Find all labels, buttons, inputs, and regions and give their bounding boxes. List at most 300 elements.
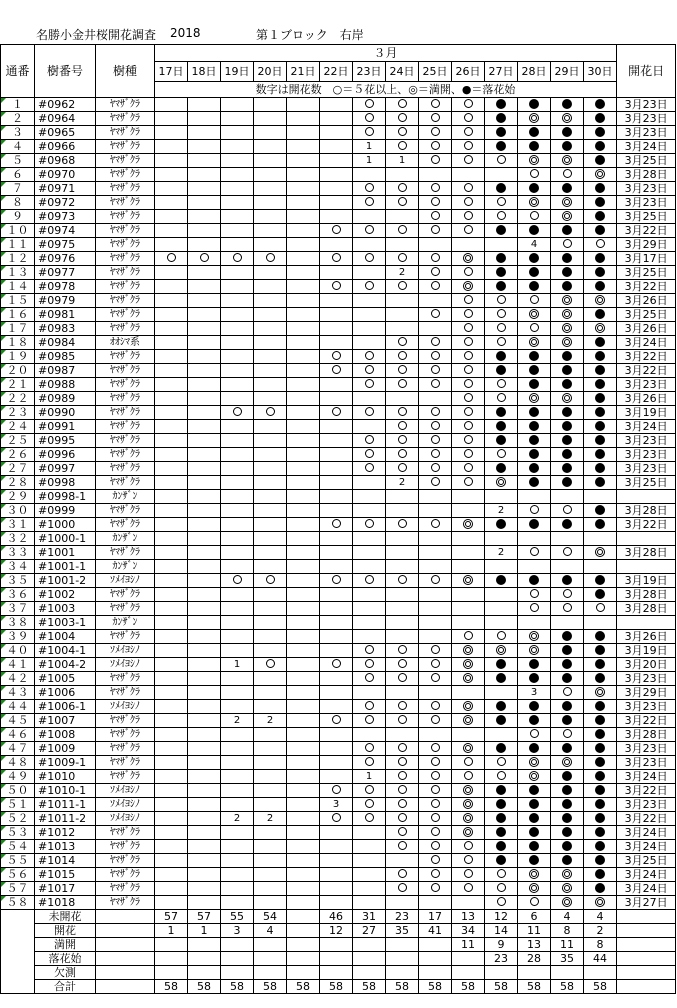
day-cell[interactable] (485, 602, 518, 616)
day-cell[interactable] (254, 280, 287, 294)
day-cell[interactable] (155, 364, 188, 378)
summary-value[interactable]: 1 (155, 924, 188, 938)
bloom-date[interactable]: 3月22日 (617, 224, 676, 238)
bloom-date[interactable]: 3月23日 (617, 196, 676, 210)
day-cell[interactable] (320, 868, 353, 882)
day-cell[interactable] (551, 490, 584, 504)
day-cell[interactable] (386, 392, 419, 406)
day-cell[interactable] (353, 210, 386, 224)
day-cell[interactable] (254, 448, 287, 462)
summary-value[interactable]: 55 (221, 910, 254, 924)
day-cell[interactable] (320, 770, 353, 784)
tree-number[interactable]: #1009 (35, 742, 96, 756)
day-cell[interactable] (419, 504, 452, 518)
day-cell[interactable] (320, 490, 353, 504)
day-cell[interactable] (287, 140, 320, 154)
tree-number[interactable]: #0998-1 (35, 490, 96, 504)
day-cell[interactable] (386, 798, 419, 812)
day-cell[interactable] (419, 728, 452, 742)
day-cell[interactable] (419, 462, 452, 476)
day-cell[interactable] (221, 182, 254, 196)
day-cell[interactable] (188, 742, 221, 756)
day-cell[interactable] (518, 322, 551, 336)
day-cell[interactable] (518, 532, 551, 546)
day-cell[interactable] (320, 322, 353, 336)
day-cell[interactable] (188, 420, 221, 434)
day-cell[interactable] (221, 322, 254, 336)
summary-value[interactable]: 4 (254, 924, 287, 938)
day-cell[interactable] (287, 266, 320, 280)
day-cell[interactable] (155, 308, 188, 322)
day-cell[interactable] (452, 140, 485, 154)
day-cell[interactable] (452, 882, 485, 896)
day-cell[interactable] (188, 700, 221, 714)
day-cell[interactable] (287, 798, 320, 812)
day-cell[interactable] (584, 224, 617, 238)
day-cell[interactable] (485, 686, 518, 700)
tree-number[interactable]: #1011-1 (35, 798, 96, 812)
summary-value[interactable]: 54 (254, 910, 287, 924)
day-cell[interactable] (485, 294, 518, 308)
day-cell[interactable] (452, 350, 485, 364)
summary-value[interactable]: 58 (386, 980, 419, 994)
tree-number[interactable]: #0996 (35, 448, 96, 462)
day-cell[interactable] (518, 770, 551, 784)
species[interactable]: ﾔﾏｻﾞｸﾗ (96, 168, 155, 182)
bloom-date[interactable]: 3月23日 (617, 798, 676, 812)
day-cell[interactable] (551, 462, 584, 476)
day-cell[interactable]: 2 (254, 812, 287, 826)
day-cell[interactable] (188, 98, 221, 112)
day-cell[interactable] (254, 826, 287, 840)
day-cell[interactable] (551, 476, 584, 490)
species[interactable]: ﾔﾏｻﾞｸﾗ (96, 672, 155, 686)
species[interactable]: ﾔﾏｻﾞｸﾗ (96, 882, 155, 896)
species[interactable]: ｿﾒｲﾖｼﾉ (96, 798, 155, 812)
day-cell[interactable] (254, 112, 287, 126)
day-cell[interactable] (485, 448, 518, 462)
bloom-date[interactable]: 3月26日 (617, 322, 676, 336)
day-cell[interactable] (584, 742, 617, 756)
day-cell[interactable] (353, 490, 386, 504)
day-cell[interactable] (254, 630, 287, 644)
day-cell[interactable] (254, 238, 287, 252)
tree-number[interactable]: #1000 (35, 518, 96, 532)
day-cell[interactable] (320, 448, 353, 462)
day-cell[interactable]: 2 (221, 812, 254, 826)
day-cell[interactable] (287, 98, 320, 112)
summary-value[interactable]: 11 (452, 938, 485, 952)
day-cell[interactable] (386, 602, 419, 616)
day-cell[interactable] (188, 154, 221, 168)
day-cell[interactable] (551, 630, 584, 644)
day-cell[interactable] (452, 602, 485, 616)
day-cell[interactable] (254, 700, 287, 714)
day-cell[interactable] (518, 504, 551, 518)
day-cell[interactable] (353, 280, 386, 294)
day-cell[interactable] (155, 350, 188, 364)
day-cell[interactable] (155, 196, 188, 210)
day-cell[interactable] (551, 196, 584, 210)
day-cell[interactable] (320, 182, 353, 196)
species[interactable]: ﾔﾏｻﾞｸﾗ (96, 630, 155, 644)
row-number[interactable] (1, 280, 35, 294)
day-cell[interactable] (221, 434, 254, 448)
summary-value[interactable] (353, 966, 386, 980)
species[interactable]: ﾔﾏｻﾞｸﾗ (96, 826, 155, 840)
summary-value[interactable] (155, 966, 188, 980)
day-cell[interactable] (320, 854, 353, 868)
tree-number[interactable]: #0968 (35, 154, 96, 168)
bloom-date[interactable]: 3月23日 (617, 462, 676, 476)
day-cell[interactable] (485, 350, 518, 364)
day-cell[interactable] (221, 826, 254, 840)
row-number[interactable] (1, 798, 35, 812)
summary-species-blank[interactable] (96, 952, 155, 966)
day-cell[interactable] (551, 560, 584, 574)
day-cell[interactable] (254, 546, 287, 560)
day-cell[interactable] (386, 700, 419, 714)
day-cell[interactable] (320, 532, 353, 546)
day-cell[interactable] (419, 742, 452, 756)
species[interactable]: ﾔﾏｻﾞｸﾗ (96, 756, 155, 770)
day-cell[interactable] (155, 126, 188, 140)
day-cell[interactable] (386, 252, 419, 266)
day-cell[interactable] (419, 252, 452, 266)
day-cell[interactable] (551, 700, 584, 714)
day-cell[interactable] (254, 196, 287, 210)
summary-label[interactable]: 欠測 (35, 966, 96, 980)
day-cell[interactable] (353, 602, 386, 616)
day-cell[interactable] (287, 154, 320, 168)
day-cell[interactable] (221, 336, 254, 350)
summary-value[interactable]: 57 (155, 910, 188, 924)
day-cell[interactable] (419, 406, 452, 420)
day-cell[interactable] (221, 784, 254, 798)
tree-number[interactable]: #1001 (35, 546, 96, 560)
day-cell[interactable] (551, 742, 584, 756)
species[interactable]: ﾔﾏｻﾞｸﾗ (96, 742, 155, 756)
day-cell[interactable] (188, 140, 221, 154)
day-cell[interactable] (584, 322, 617, 336)
summary-value[interactable] (254, 952, 287, 966)
row-number[interactable] (1, 854, 35, 868)
day-cell[interactable] (452, 756, 485, 770)
row-number[interactable] (1, 868, 35, 882)
species[interactable]: ｿﾒｲﾖｼﾉ (96, 784, 155, 798)
day-cell[interactable] (254, 672, 287, 686)
day-cell[interactable] (452, 854, 485, 868)
bloom-date[interactable]: 3月24日 (617, 336, 676, 350)
day-cell[interactable] (518, 112, 551, 126)
day-cell[interactable] (551, 378, 584, 392)
day-cell[interactable] (320, 784, 353, 798)
species[interactable]: ﾔﾏｻﾞｸﾗ (96, 98, 155, 112)
row-number[interactable] (1, 728, 35, 742)
day-cell[interactable] (287, 350, 320, 364)
summary-value[interactable]: 23 (386, 910, 419, 924)
day-cell[interactable] (485, 392, 518, 406)
day-cell[interactable] (287, 378, 320, 392)
day-cell[interactable] (221, 672, 254, 686)
tree-number[interactable]: #1001-2 (35, 574, 96, 588)
day-cell[interactable] (386, 826, 419, 840)
day-cell[interactable] (485, 168, 518, 182)
day-cell[interactable] (155, 210, 188, 224)
day-cell[interactable] (551, 798, 584, 812)
row-number[interactable] (1, 154, 35, 168)
day-cell[interactable] (155, 574, 188, 588)
day-cell[interactable]: 3 (518, 686, 551, 700)
day-cell[interactable] (155, 854, 188, 868)
day-cell[interactable] (584, 392, 617, 406)
day-cell[interactable] (155, 98, 188, 112)
day-cell[interactable] (386, 322, 419, 336)
tree-number[interactable]: #0984 (35, 336, 96, 350)
day-cell[interactable] (584, 266, 617, 280)
day-cell[interactable] (452, 196, 485, 210)
day-cell[interactable] (518, 98, 551, 112)
day-cell[interactable] (551, 714, 584, 728)
row-number[interactable] (1, 742, 35, 756)
day-cell[interactable] (188, 112, 221, 126)
day-cell[interactable] (221, 196, 254, 210)
day-cell[interactable] (221, 210, 254, 224)
day-cell[interactable] (452, 616, 485, 630)
species[interactable]: ﾔﾏｻﾞｸﾗ (96, 434, 155, 448)
species[interactable]: ﾔﾏｻﾞｸﾗ (96, 350, 155, 364)
day-cell[interactable] (518, 490, 551, 504)
day-cell[interactable] (254, 98, 287, 112)
day-cell[interactable] (485, 266, 518, 280)
row-number[interactable] (1, 112, 35, 126)
day-cell[interactable] (287, 588, 320, 602)
summary-value[interactable] (419, 952, 452, 966)
row-number[interactable] (1, 434, 35, 448)
day-cell[interactable] (320, 238, 353, 252)
day-cell[interactable] (221, 896, 254, 910)
day-cell[interactable]: 2 (254, 714, 287, 728)
day-cell[interactable]: 2 (386, 266, 419, 280)
day-cell[interactable] (287, 784, 320, 798)
bloom-date[interactable]: 3月24日 (617, 840, 676, 854)
bloom-date[interactable]: 3月23日 (617, 756, 676, 770)
summary-value[interactable]: 35 (386, 924, 419, 938)
day-cell[interactable] (221, 126, 254, 140)
row-number[interactable] (1, 896, 35, 910)
row-number[interactable] (1, 308, 35, 322)
day-cell[interactable] (287, 196, 320, 210)
day-cell[interactable] (551, 518, 584, 532)
day-cell[interactable] (485, 462, 518, 476)
day-cell[interactable] (419, 672, 452, 686)
bloom-date[interactable] (617, 532, 676, 546)
tree-number[interactable]: #0974 (35, 224, 96, 238)
summary-value[interactable] (386, 966, 419, 980)
species[interactable]: ﾔﾏｻﾞｸﾗ (96, 504, 155, 518)
row-number[interactable] (1, 784, 35, 798)
day-cell[interactable]: 1 (353, 154, 386, 168)
row-number[interactable] (1, 686, 35, 700)
day-cell[interactable] (518, 742, 551, 756)
day-cell[interactable] (188, 756, 221, 770)
day-cell[interactable]: 1 (386, 154, 419, 168)
day-cell[interactable] (485, 812, 518, 826)
day-cell[interactable] (584, 826, 617, 840)
day-cell[interactable] (551, 266, 584, 280)
summary-value[interactable] (287, 952, 320, 966)
day-cell[interactable] (287, 126, 320, 140)
tree-number[interactable]: #0979 (35, 294, 96, 308)
day-cell[interactable] (155, 560, 188, 574)
row-number[interactable] (1, 126, 35, 140)
day-cell[interactable] (419, 854, 452, 868)
day-cell[interactable] (320, 728, 353, 742)
day-cell[interactable] (419, 378, 452, 392)
day-cell[interactable] (419, 868, 452, 882)
day-cell[interactable] (254, 154, 287, 168)
day-cell[interactable] (584, 420, 617, 434)
tree-number[interactable]: #1000-1 (35, 532, 96, 546)
species[interactable]: ﾔﾏｻﾞｸﾗ (96, 896, 155, 910)
day-cell[interactable] (518, 266, 551, 280)
day-cell[interactable] (155, 826, 188, 840)
summary-value[interactable]: 14 (485, 924, 518, 938)
species[interactable]: ﾔﾏｻﾞｸﾗ (96, 546, 155, 560)
bloom-date[interactable]: 3月28日 (617, 504, 676, 518)
day-cell[interactable] (155, 686, 188, 700)
bloom-date[interactable]: 3月28日 (617, 588, 676, 602)
day-cell[interactable] (188, 252, 221, 266)
day-cell[interactable] (155, 378, 188, 392)
summary-value[interactable]: 58 (452, 980, 485, 994)
bloom-date[interactable]: 3月24日 (617, 420, 676, 434)
day-cell[interactable] (188, 280, 221, 294)
day-cell[interactable] (254, 784, 287, 798)
day-cell[interactable] (287, 336, 320, 350)
day-cell[interactable] (254, 756, 287, 770)
day-cell[interactable] (188, 560, 221, 574)
day-cell[interactable] (221, 154, 254, 168)
day-cell[interactable] (221, 560, 254, 574)
day-cell[interactable] (518, 210, 551, 224)
species[interactable]: ﾔﾏｻﾞｸﾗ (96, 126, 155, 140)
day-cell[interactable] (155, 252, 188, 266)
day-cell[interactable] (419, 714, 452, 728)
day-cell[interactable] (551, 448, 584, 462)
day-cell[interactable] (485, 322, 518, 336)
day-cell[interactable] (485, 210, 518, 224)
day-cell[interactable] (320, 546, 353, 560)
day-cell[interactable] (386, 210, 419, 224)
day-cell[interactable] (584, 490, 617, 504)
species[interactable]: ﾔﾏｻﾞｸﾗ (96, 378, 155, 392)
day-cell[interactable] (353, 448, 386, 462)
species[interactable]: ﾔﾏｻﾞｸﾗ (96, 770, 155, 784)
day-cell[interactable] (254, 182, 287, 196)
day-cell[interactable] (551, 854, 584, 868)
day-cell[interactable] (452, 826, 485, 840)
day-cell[interactable] (320, 812, 353, 826)
day-cell[interactable] (419, 630, 452, 644)
day-cell[interactable] (320, 210, 353, 224)
day-cell[interactable] (419, 644, 452, 658)
day-cell[interactable] (485, 238, 518, 252)
summary-value[interactable]: 44 (584, 952, 617, 966)
day-cell[interactable] (485, 532, 518, 546)
day-cell[interactable] (518, 672, 551, 686)
day-cell[interactable] (221, 546, 254, 560)
summary-value[interactable] (155, 938, 188, 952)
day-cell[interactable] (353, 266, 386, 280)
row-number[interactable] (1, 756, 35, 770)
day-cell[interactable] (155, 392, 188, 406)
day-cell[interactable]: 3 (320, 798, 353, 812)
summary-value[interactable] (518, 966, 551, 980)
day-cell[interactable] (419, 616, 452, 630)
day-cell[interactable] (485, 826, 518, 840)
day-cell[interactable] (155, 140, 188, 154)
day-cell[interactable] (485, 112, 518, 126)
day-cell[interactable] (584, 658, 617, 672)
species[interactable]: ｿﾒｲﾖｼﾉ (96, 574, 155, 588)
species[interactable]: ﾔﾏｻﾞｸﾗ (96, 196, 155, 210)
day-cell[interactable] (320, 840, 353, 854)
day-cell[interactable] (551, 868, 584, 882)
row-number[interactable] (1, 630, 35, 644)
tree-number[interactable]: #1008 (35, 728, 96, 742)
day-cell[interactable] (287, 252, 320, 266)
day-cell[interactable] (287, 168, 320, 182)
species[interactable]: ﾔﾏｻﾞｸﾗ (96, 406, 155, 420)
day-cell[interactable] (584, 770, 617, 784)
day-cell[interactable] (386, 532, 419, 546)
day-cell[interactable] (320, 658, 353, 672)
day-cell[interactable] (485, 560, 518, 574)
day-cell[interactable] (485, 378, 518, 392)
day-cell[interactable] (419, 546, 452, 560)
day-cell[interactable] (188, 602, 221, 616)
day-cell[interactable] (551, 840, 584, 854)
day-cell[interactable] (419, 224, 452, 238)
row-number[interactable] (1, 644, 35, 658)
tree-number[interactable]: #1018 (35, 896, 96, 910)
day-cell[interactable] (386, 140, 419, 154)
day-cell[interactable] (386, 420, 419, 434)
day-cell[interactable] (386, 854, 419, 868)
tree-number[interactable]: #1015 (35, 868, 96, 882)
day-cell[interactable]: 1 (221, 658, 254, 672)
day-cell[interactable] (386, 434, 419, 448)
day-cell[interactable] (584, 308, 617, 322)
day-cell[interactable] (287, 686, 320, 700)
day-cell[interactable] (584, 154, 617, 168)
day-cell[interactable] (221, 588, 254, 602)
bloom-date[interactable] (617, 490, 676, 504)
row-number[interactable] (1, 812, 35, 826)
day-cell[interactable] (584, 728, 617, 742)
day-cell[interactable] (452, 518, 485, 532)
day-cell[interactable] (518, 364, 551, 378)
day-cell[interactable] (155, 168, 188, 182)
summary-value[interactable]: 12 (320, 924, 353, 938)
day-cell[interactable] (452, 560, 485, 574)
day-cell[interactable] (353, 714, 386, 728)
day-cell[interactable] (155, 532, 188, 546)
day-cell[interactable] (353, 616, 386, 630)
day-cell[interactable] (386, 560, 419, 574)
species[interactable]: ﾔﾏｻﾞｸﾗ (96, 420, 155, 434)
